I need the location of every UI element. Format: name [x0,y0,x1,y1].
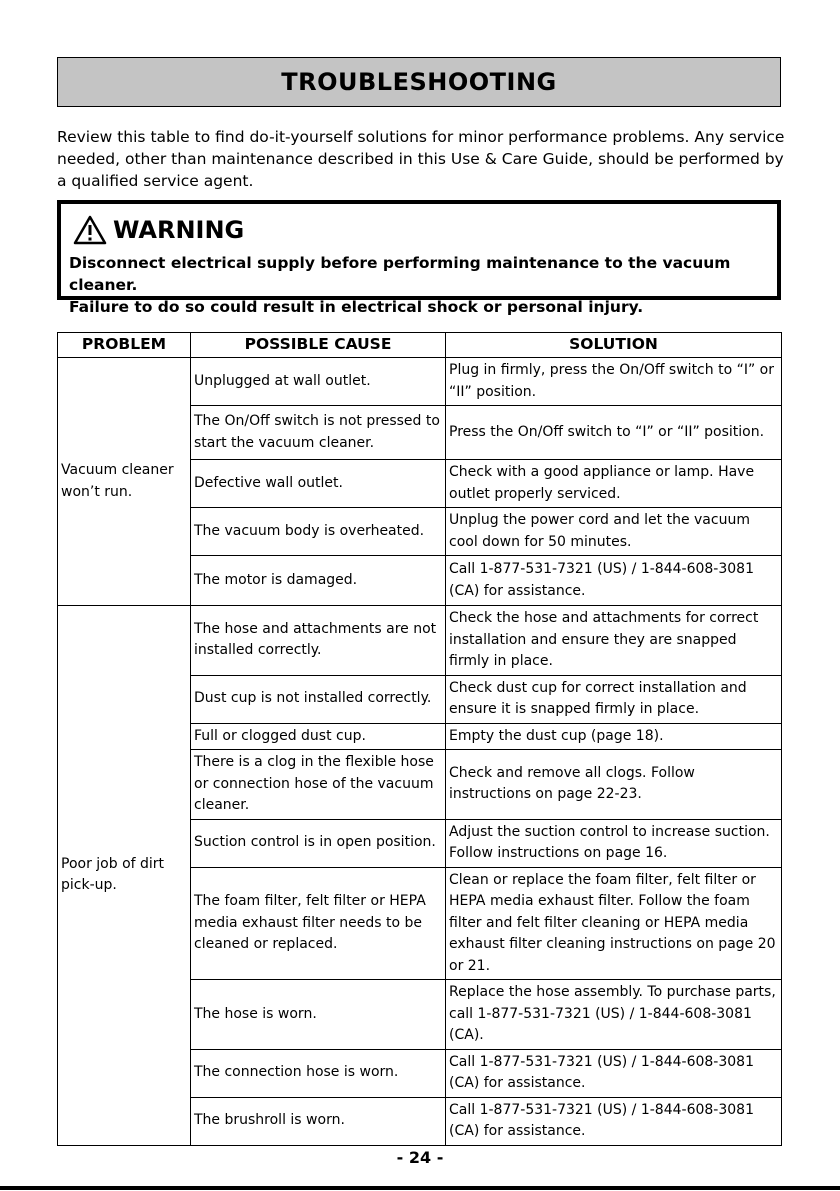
solution-cell: Adjust the suction control to increase suction. Follow instructions on page 16. [446,819,782,867]
table-header-row [58,333,782,358]
header-solution: SOLUTION [446,333,782,358]
intro-paragraph: Review this table to find do-it-yourself solutions for minor performance problems. Any service needed, other than maintenance described in this Use & Care Guide, should be performed by a qualified service agent. [57,128,785,190]
cause-cell: There is a clog in the flexible hose or connection hose of the vacuum cleaner. [191,750,446,820]
solution-cell: Call 1-877-531-7321 (US) / 1-844-608-3081 (CA) for assistance. [446,556,782,606]
header-problem: PROBLEM [58,333,191,358]
table-row [58,606,782,676]
solution-cell: Call 1-877-531-7321 (US) / 1-844-608-3081 (CA) for assistance. [446,1097,782,1145]
solution-cell: Unplug the power cord and let the vacuum cool down for 50 minutes. [446,508,782,556]
warning-line-2: Failure to do so could result in electrical shock or personal injury. [69,298,644,316]
cause-cell: The motor is damaged. [191,556,446,606]
table-row [58,358,782,406]
solution-cell: Clean or replace the foam filter, felt filter or HEPA media exhaust filter. Follow the foam filter and felt filter cleaning or HEPA media exhaust filter cleaning instructions on page 20 or 21. [446,867,782,980]
solution-cell: Check the hose and attachments for correct installation and ensure they are snapped firmly in place. [446,606,782,676]
warning-triangle-icon [73,215,107,245]
cause-cell: Unplugged at wall outlet. [191,358,446,406]
solution-cell: Check with a good appliance or lamp. Have outlet properly serviced. [446,460,782,508]
warning-text [69,252,777,318]
cause-cell: The On/Off switch is not pressed to start the vacuum cleaner. [191,406,446,460]
solution-cell: Press the On/Off switch to “I” or “II” position. [446,406,782,460]
warning-box [57,200,781,316]
warning-heading: WARNING [113,216,245,244]
warning-header [69,212,777,248]
cause-cell: The hose is worn. [191,980,446,1050]
cause-cell: Full or clogged dust cup. [191,723,446,750]
page-number: - 24 - [396,1148,444,1167]
cause-cell: The foam filter, felt filter or HEPA media exhaust filter needs to be cleaned or replaced. [191,867,446,980]
solution-cell: Empty the dust cup (page 18). [446,723,782,750]
cause-cell: Dust cup is not installed correctly. [191,675,446,723]
title-bar [57,57,781,107]
problem-cell: Vacuum cleaner won’t run. [58,358,191,606]
troubleshooting-table [57,332,782,1146]
solution-cell: Replace the hose assembly. To purchase parts, call 1-877-531-7321 (US) / 1-844-608-3081 (CA). [446,980,782,1050]
problem-cell: Poor job of dirt pick-up. [58,606,191,1146]
cause-cell: The connection hose is worn. [191,1049,446,1097]
cause-cell: The vacuum body is overheated. [191,508,446,556]
solution-cell: Check and remove all clogs. Follow instructions on page 22-23. [446,750,782,820]
cause-cell: Suction control is in open position. [191,819,446,867]
solution-cell: Check dust cup for correct installation and ensure it is snapped firmly in place. [446,675,782,723]
header-cause: POSSIBLE CAUSE [191,333,446,358]
footer-rule [0,1186,840,1190]
solution-cell: Call 1-877-531-7321 (US) / 1-844-608-3081 (CA) for assistance. [446,1049,782,1097]
cause-cell: The brushroll is worn. [191,1097,446,1145]
page-title: TROUBLESHOOTING [281,68,557,96]
solution-cell: Plug in firmly, press the On/Off switch to “I” or “II” position. [446,358,782,406]
cause-cell: Defective wall outlet. [191,460,446,508]
cause-cell: The hose and attachments are not installed correctly. [191,606,446,676]
warning-line-1: Disconnect electrical supply before performing maintenance to the vacuum cleaner. [69,254,731,294]
